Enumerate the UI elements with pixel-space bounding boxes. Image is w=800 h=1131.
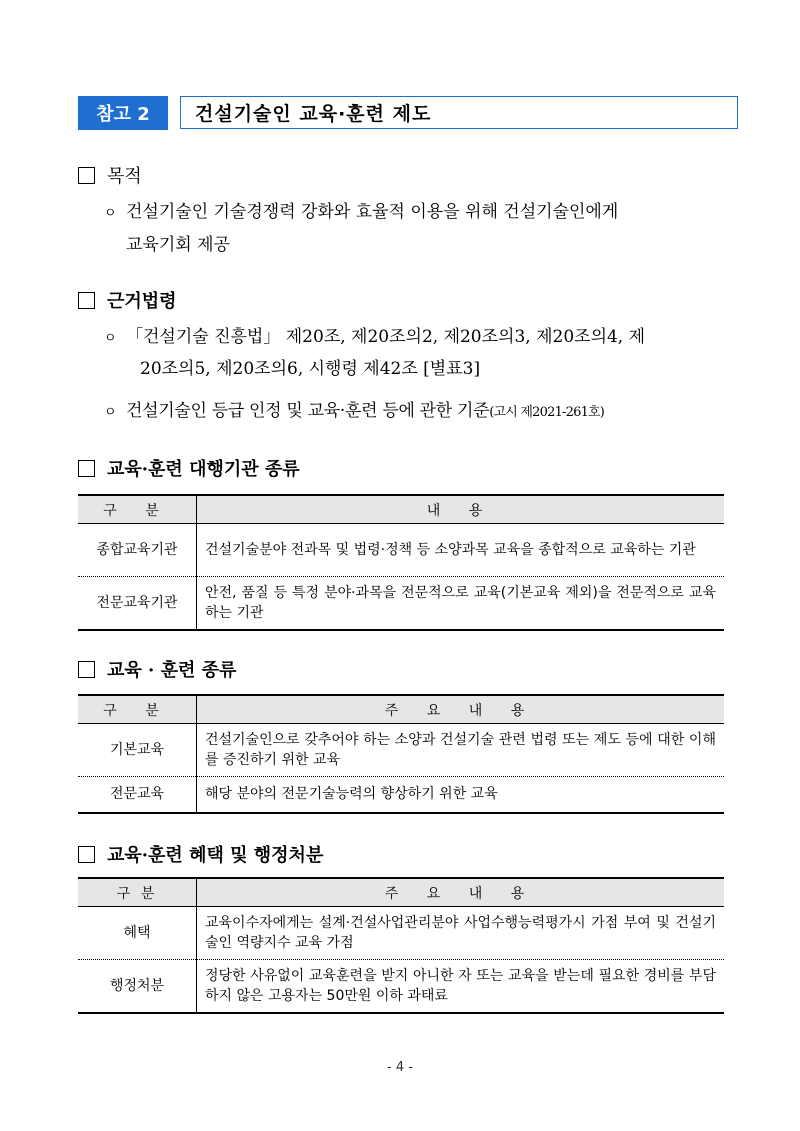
- checkbox-square-icon: [78, 292, 95, 309]
- table-row: [78, 960, 724, 1013]
- page-number: - 4 -: [387, 1060, 413, 1075]
- table-cell-type: 전문교육기관: [78, 577, 197, 630]
- section-heading-legal: [78, 287, 177, 313]
- table-row: [78, 524, 724, 577]
- kinds-table: [78, 694, 724, 814]
- table-cell-type: 기본교육: [78, 724, 197, 777]
- table-row: [78, 907, 724, 960]
- table-cell-desc: 교육이수자에게는 설계·건설사업관리분야 사업수행능력평가시 가점 부여 및 건설기술인 역량지수 교육 가점: [197, 907, 725, 960]
- table-header-content: 주 요 내 용: [197, 695, 725, 724]
- legal-bullet-2-text: 건설기술인 등급 인정 및 교육·훈련 등에 관한 기준: [126, 401, 490, 421]
- table-cell-desc: 건설기술인으로 갖추어야 하는 소양과 건설기술 관련 법령 또는 제도 등에 대한 이해를 증진하기 위한 교육: [197, 724, 725, 777]
- checkbox-square-icon: [78, 167, 95, 184]
- bullet-marker: ㅇ: [104, 206, 117, 221]
- section-heading-purpose: [78, 162, 142, 188]
- bullet-marker: ㅇ: [104, 405, 117, 420]
- legal-bullet-2-note: (고시 제2021-261호): [489, 405, 605, 420]
- agencies-table: [78, 494, 724, 631]
- table-cell-desc: 건설기술분야 전과목 및 법령·정책 등 소양과목 교육을 종합적으로 교육하는 기관: [197, 524, 725, 577]
- section-heading-label: 교육·훈련 대행기관 종류: [107, 459, 300, 480]
- table-header-category: 구 분: [78, 695, 197, 724]
- checkbox-square-icon: [78, 460, 95, 477]
- table-row: [78, 777, 724, 813]
- benefits-table: [78, 877, 724, 1014]
- section-heading-label: 교육 · 훈련 종류: [107, 660, 237, 681]
- section-heading-label: 교육·훈련 혜택 및 행정처분: [107, 845, 324, 866]
- checkbox-square-icon: [78, 661, 95, 678]
- legal-bullet-1-line1: 「건설기술 진흥법」 제20조, 제20조의2, 제20조의3, 제20조의4, 제: [126, 327, 646, 347]
- bullet-marker: ㅇ: [104, 331, 117, 346]
- table-cell-type: 행정처분: [78, 960, 197, 1013]
- table-row: [78, 577, 724, 630]
- table-header-content: 내 용: [197, 495, 725, 524]
- table-cell-type: 혜택: [78, 907, 197, 960]
- section-heading-agencies: [78, 455, 300, 481]
- purpose-text-line1: 건설기술인 기술경쟁력 강화와 효율적 이용을 위해 건설기술인에게: [126, 202, 619, 222]
- checkbox-square-icon: [78, 846, 95, 863]
- table-header-category: 구 분: [78, 878, 197, 907]
- page-title: 건설기술인 교육·훈련 제도: [180, 96, 738, 129]
- section-heading-label: 목적: [107, 166, 142, 187]
- table-header-row: [78, 695, 724, 724]
- legal-bullet-1: [104, 321, 645, 355]
- section-heading-kinds: [78, 656, 236, 682]
- table-header-row: [78, 495, 724, 524]
- table-cell-type: 전문교육: [78, 777, 197, 813]
- table-row: [78, 724, 724, 777]
- table-cell-desc: 안전, 품질 등 특정 분야·과목을 전문적으로 교육(기본교육 제외)을 전문적으로 교육하는 기관: [197, 577, 725, 630]
- legal-bullet-1-line2: 20조의5, 제20조의6, 시행령 제42조 [별표3]: [140, 359, 481, 379]
- legal-bullet-2: [104, 395, 604, 429]
- table-header-category: 구 분: [78, 495, 197, 524]
- table-header-content: 주 요 내 용: [197, 878, 725, 907]
- purpose-text-line2: 교육기회 제공: [126, 235, 230, 255]
- table-cell-desc: 해당 분야의 전문기술능력의 향상하기 위한 교육: [197, 777, 725, 813]
- section-heading-label: 근거법령: [107, 291, 177, 312]
- table-cell-type: 종합교육기관: [78, 524, 197, 577]
- reference-badge: 참고 2: [78, 96, 168, 130]
- table-header-row: [78, 878, 724, 907]
- section-heading-benefits: [78, 841, 323, 867]
- purpose-bullet: [104, 196, 618, 230]
- table-cell-desc: 정당한 사유없이 교육훈련을 받지 아니한 자 또는 교육을 받는데 필요한 경비를 부담하지 않은 고용자는 50만원 이하 과태료: [197, 960, 725, 1013]
